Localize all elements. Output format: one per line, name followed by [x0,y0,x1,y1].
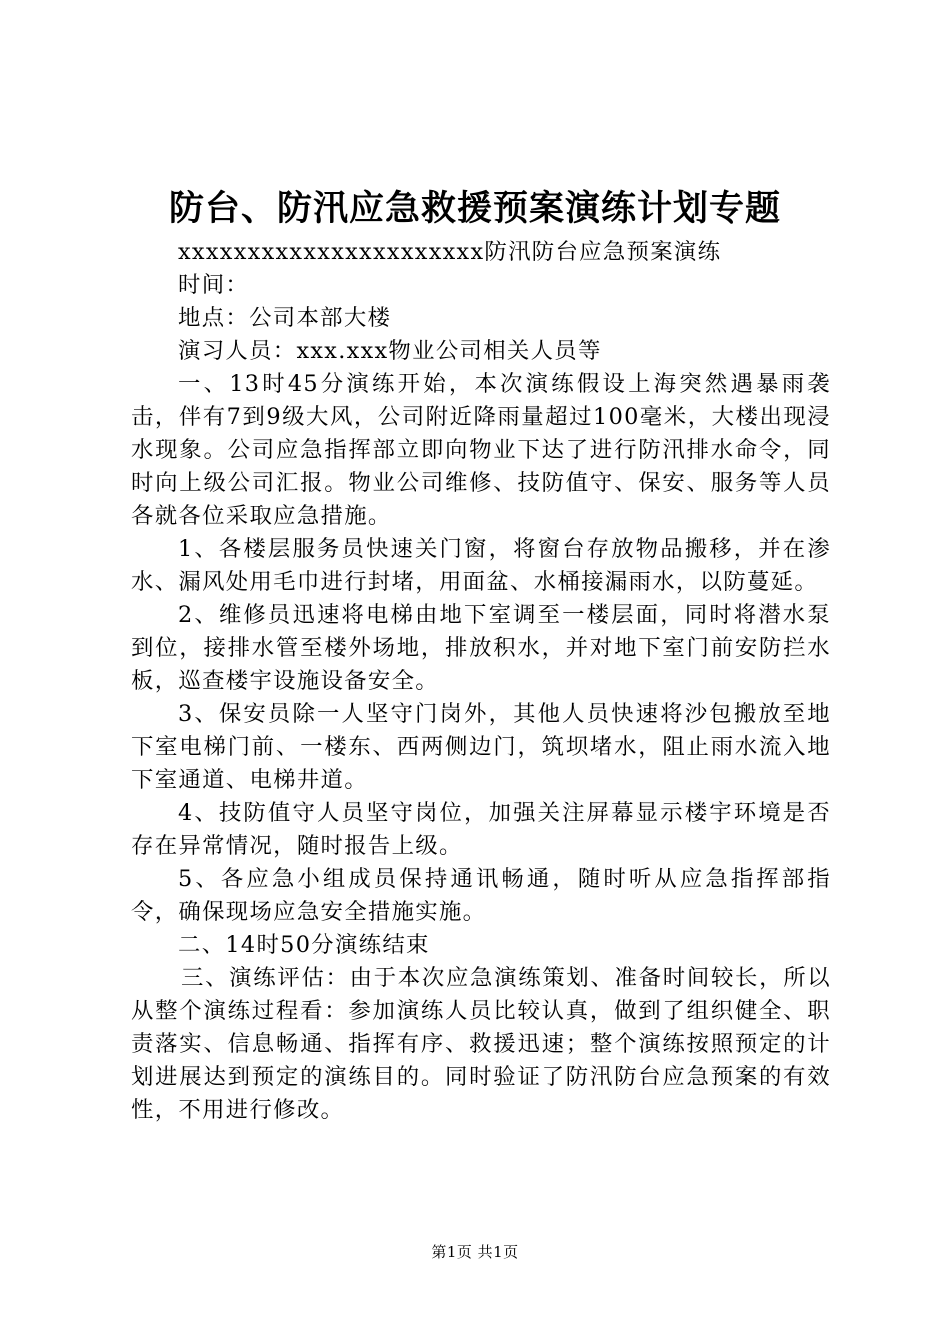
paragraph-section-3: 三、演练评估：由于本次应急演练策划、准备时间较长，所以从整个演练过程看：参加演练人员比较认真，做到了组织健全、职责落实、信息畅通、指挥有序、救援迅速；整个演练按照预定的计划进展达到预定的演练目的。同时验证了防汛防台应急预案的有效性，不用进行修改。 [131,965,831,1123]
document-body [131,236,831,1127]
paragraph-step-3: 3、保安员除一人坚守门岗外，其他人员快速将沙包搬放至地下室电梯门前、一楼东、西两侧边门，筑坝堵水，阻止雨水流入地下室通道、电梯井道。 [131,701,831,793]
paragraph-drill-name: xxxxxxxxxxxxxxxxxxxxxx防汛防台应急预案演练 [178,239,722,265]
paragraph-section-1: 一、13时45分演练开始，本次演练假设上海突然遇暴雨袭击，伴有7到9级大风，公司附近降雨量超过100毫米，大楼出现浸水现象。公司应急指挥部立即向物业下达了进行防汛排水命令，同时向上级公司汇报。物业公司维修、技防值守、保安、服务等人员各就各位采取应急措施。 [131,371,831,529]
paragraph-section-2: 二、14时50分演练结束 [178,932,430,958]
paragraph-step-4: 4、技防值守人员坚守岗位，加强关注屏幕显示楼宇环境是否存在异常情况，随时报告上级。 [131,800,831,859]
document-title: 防台、防汛应急救援预案演练计划专题 [168,188,781,229]
paragraph-step-1: 1、各楼层服务员快速关门窗，将窗台存放物品搬移，并在渗水、漏风处用毛巾进行封堵，用面盆、水桶接漏雨水，以防蔓延。 [131,536,831,595]
paragraph-step-5: 5、各应急小组成员保持通讯畅通，随时听从应急指挥部指令，确保现场应急安全措施实施。 [131,866,831,925]
page-footer: 第1页 共1页 [431,1243,519,1261]
paragraph-location: 地点：公司本部大楼 [178,305,392,331]
paragraph-time: 时间： [178,272,250,298]
paragraph-participants: 演习人员：xxx.xxx物业公司相关人员等 [178,338,602,364]
paragraph-step-2: 2、维修员迅速将电梯由地下室调至一楼层面，同时将潜水泵到位，接排水管至楼外场地，排放积水，并对地下室门前安防拦水板，巡查楼宇设施设备安全。 [131,602,831,694]
